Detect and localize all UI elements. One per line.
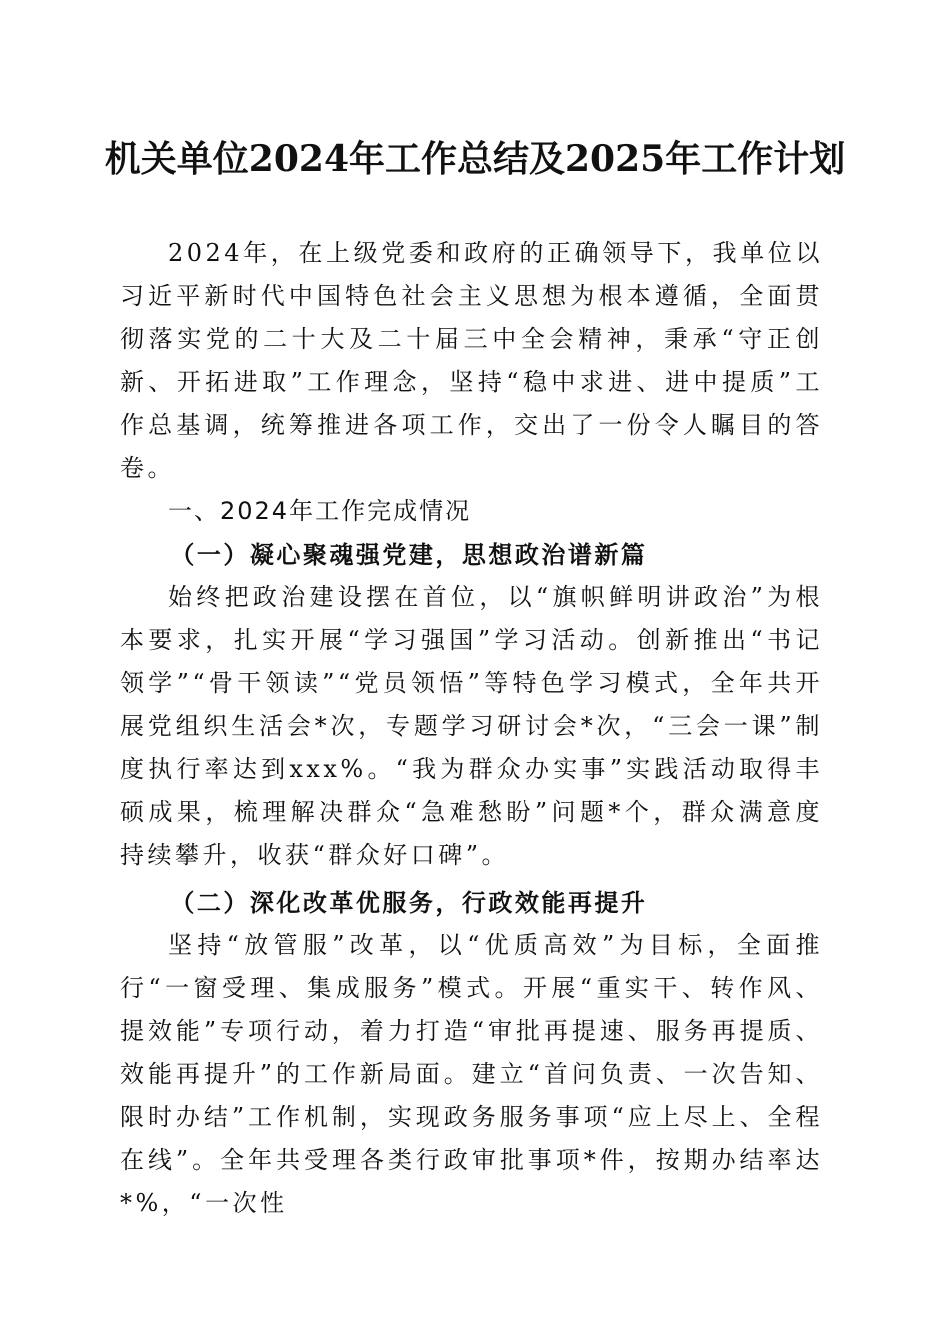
intro-paragraph: 2024年，在上级党委和政府的正确领导下，我单位以习近平新时代中国特色社会主义思想为根本遵循，全面贯彻落实党的二十大及二十届三中全会精神，秉承“守正创新、开拓进取”工作理念，坚持“稳中求进、进中提质”工作总基调，统筹推进各项工作，交出了一份令人瞩目的答卷。 [120,239,823,482]
subsection-paragraph-1: 始终把政治建设摆在首位，以“旗帜鲜明讲政治”为根本要求，扎实开展“学习强国”学习活动。创新推出“书记领学”“骨干领读”“党员领悟”等特色学习模式，全年共开展党组织生活会*次，专题学习研讨会*次，“三会一课”制度执行率达到xxx%。“我为群众办实事”实践活动取得丰硕成果，梳理解决群众“急难愁盼”问题*个，群众满意度持续攀升，收获“群众好口碑”。 [120,583,823,869]
section-heading-1: 一、2024年工作完成情况 [168,497,472,525]
subsection-heading-1: （一）凝心聚魂强党建，思想政治谱新篇 [170,540,648,569]
document-title: 机关单位2024年工作总结及2025年工作计划 [104,138,846,180]
document-body [120,232,823,1225]
subsection-heading-2: （二）深化改革优服务，行政效能再提升 [170,888,648,917]
subsection-paragraph-2: 坚持“放管服”改革，以“优质高效”为目标，全面推行“一窗受理、集成服务”模式。开展“重实干、转作风、提效能”专项行动，着力打造“审批再提速、服务再提质、效能再提升”的工作新局面。建立“首问负责、一次告知、限时办结”工作机制，实现政务服务事项“应上尽上、全程在线”。全年共受理各类行政审批事项*件，按期办结率达*%，“一次性 [120,931,823,1217]
